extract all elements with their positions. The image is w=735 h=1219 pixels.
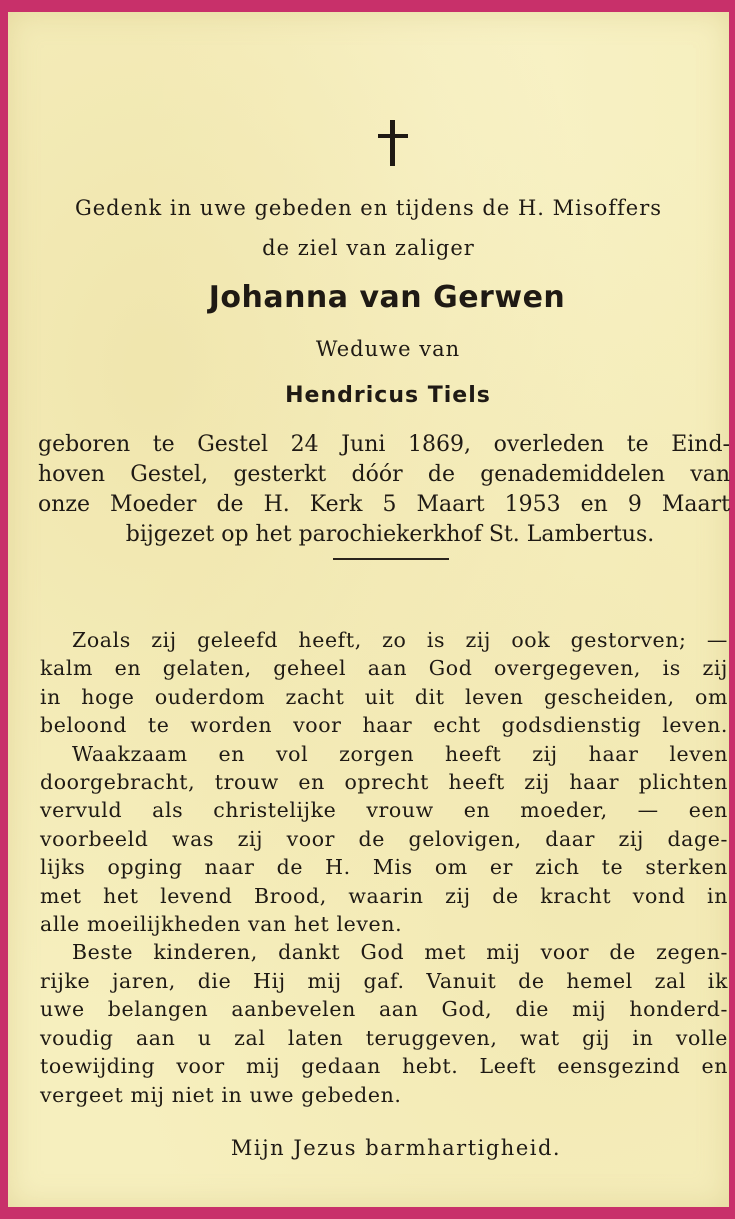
biography-line: bijgezet op het parochiekerkhof St. Lambertus. — [125, 522, 655, 547]
paragraph-line: beloond te worden voor haar echt godsdienstig leven. — [40, 713, 728, 738]
paragraph-line: vervuld als christelijke vrouw en moeder, — een — [40, 798, 728, 823]
paragraph-line: lijks opging naar de H. Mis om er zich te sterken — [40, 855, 728, 880]
biography-line: onze Moeder de H. Kerk 5 Maart 1953 en 9 Maart — [38, 492, 730, 517]
paragraph-line: Beste kinderen, dankt God met mij voor de zegen- — [72, 940, 728, 965]
biography — [38, 430, 730, 550]
paragraph-line: Waakzaam en vol zorgen heeft zij haar leven — [72, 741, 728, 766]
memorial-card — [8, 12, 729, 1207]
biography-line: hoven Gestel, gesterkt dóór de genademiddelen van — [38, 462, 730, 487]
paragraph-line: voorbeeld was zij voor de gelovigen, daar zij dage- — [40, 826, 728, 851]
paragraph-line: alle moeilijkheden van het leven. — [40, 912, 403, 937]
paragraph-line: kalm en gelaten, geheel aan God overgegeven, is zij — [40, 656, 728, 681]
closing-prayer: Mijn Jezus barmhartigheid. — [230, 1136, 562, 1160]
paragraph-line: uwe belangen aanbevelen aan God, die mij honderd- — [40, 997, 728, 1022]
intro-line-1: Gedenk in uwe gebeden en tijdens de H. Misoffers — [74, 196, 663, 220]
relation-label: Weduwe van — [315, 337, 461, 361]
biography-line: geboren te Gestel 24 Juni 1869, overleden te Eind- — [38, 432, 730, 457]
paragraph-line: doorgebracht, trouw en oprecht heeft zij haar plichten — [40, 770, 728, 795]
divider — [333, 558, 449, 560]
paragraph-line: toewijding voor mij gedaan hebt. Leeft eensgezind en — [40, 1054, 728, 1079]
paragraph-line: Zoals zij geleefd heeft, zo is zij ook gestorven; — — [72, 628, 728, 652]
intro-line-2: de ziel van zaliger — [262, 236, 475, 260]
paragraph-line: in hoge ouderdom zacht uit dit leven gescheiden, om — [40, 684, 728, 709]
paragraph-line: met het levend Brood, waarin zij de kracht vond in — [40, 883, 728, 908]
paragraph-line: vergeet mij niet in uwe gebeden. — [40, 1082, 402, 1107]
paragraph-line: rijke jaren, die Hij mij gaf. Vanuit de hemel zal ik — [40, 968, 728, 993]
husband-name: Hendricus Tiels — [285, 383, 491, 408]
cross-icon — [378, 120, 408, 166]
body-text — [40, 626, 728, 1109]
paragraph-line: voudig aan u zal laten teruggeven, wat gij in volle — [40, 1025, 728, 1050]
deceased-name: Johanna van Gerwen — [208, 280, 566, 315]
